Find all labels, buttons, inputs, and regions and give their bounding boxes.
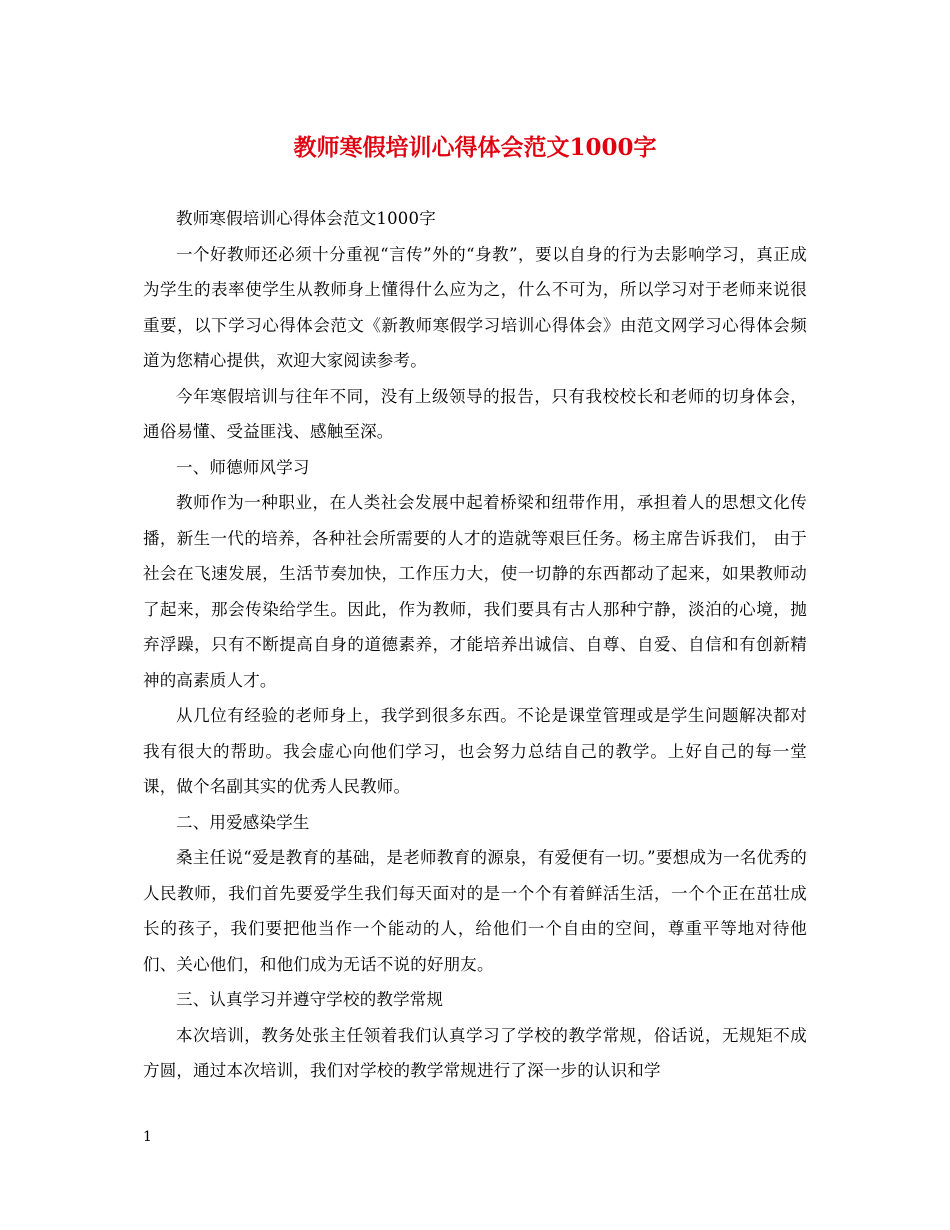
paragraph-experience: 从几位有经验的老师身上，我学到很多东西。不论是课堂管理或是学生问题解决都对我有很大的帮助。我会虚心向他们学习，也会努力总结自己的教学。上好自己的每一堂课，做个名副其实的优秀人民教师。 xyxy=(143,706,807,796)
section-heading-3: 三、认真学习并遵守学校的教学常规 xyxy=(176,990,444,1009)
paragraph-training: 今年寒假培训与往年不同，没有上级领导的报告，只有我校校长和老师的切身体会，通俗易懂、受益匪浅、感触至深。 xyxy=(143,386,807,441)
page-number: 1 xyxy=(143,1129,152,1145)
document-title: 教师寒假培训心得体会范文1000字 xyxy=(293,134,657,161)
section-heading-1: 一、师德师风学习 xyxy=(176,457,310,477)
paragraph-ethics: 教师作为一种职业，在人类社会发展中起着桥梁和纽带作用，承担着人的思想文化传播，新生一代的培养，各种社会所需要的人才的造就等艰巨任务。杨主席告诉我们， 由于社会在飞速发展，生活节奏加快，工作压力大，使一切静的东西都动了起来，如果教师动了起来，那会传染给学生。因此，作为教师，我们要具有古人那种宁静，淡泊的心境，抛弃浮躁，只有不断提高自身的道德素养，才能培养出诚信、自尊、自爱、自信和有创新精神的高素质人才。 xyxy=(143,493,807,690)
document-body xyxy=(143,201,807,1089)
section-heading-2: 二、用爱感染学生 xyxy=(176,812,310,832)
paragraph-love: 桑主任说“爱是教育的基础，是老师教育的源泉，有爱便有一切。”要想成为一名优秀的人民教师，我们首先要爱学生我们每天面对的是一个个有着鲜活生活，一个个正在茁壮成长的孩子，我们要把他当作一个能动的人，给他们一个自由的空间，尊重平等地对待他们、关心他们，和他们成为无话不说的好朋友。 xyxy=(143,848,807,974)
paragraph-subtitle: 教师寒假培训心得体会范文1000字 xyxy=(176,209,436,228)
paragraph-intro: 一个好教师还必须十分重视“言传”外的“身教”，要以自身的行为去影响学习，真正成为学生的表率使学生从教师身上懂得什么应为之，什么不可为，所以学习对于老师来说很重要，以下学习心得体会范文《新教师寒假学习培训心得体会》由范文网学习心得体会频道为您精心提供，欢迎大家阅读参考。 xyxy=(143,244,807,370)
paragraph-routine: 本次培训，教务处张主任领着我们认真学习了学校的教学常规，俗话说，无规矩不成方圆，通过本次培训，我们对学校的教学常规进行了深一步的认识和学 xyxy=(143,1025,807,1080)
